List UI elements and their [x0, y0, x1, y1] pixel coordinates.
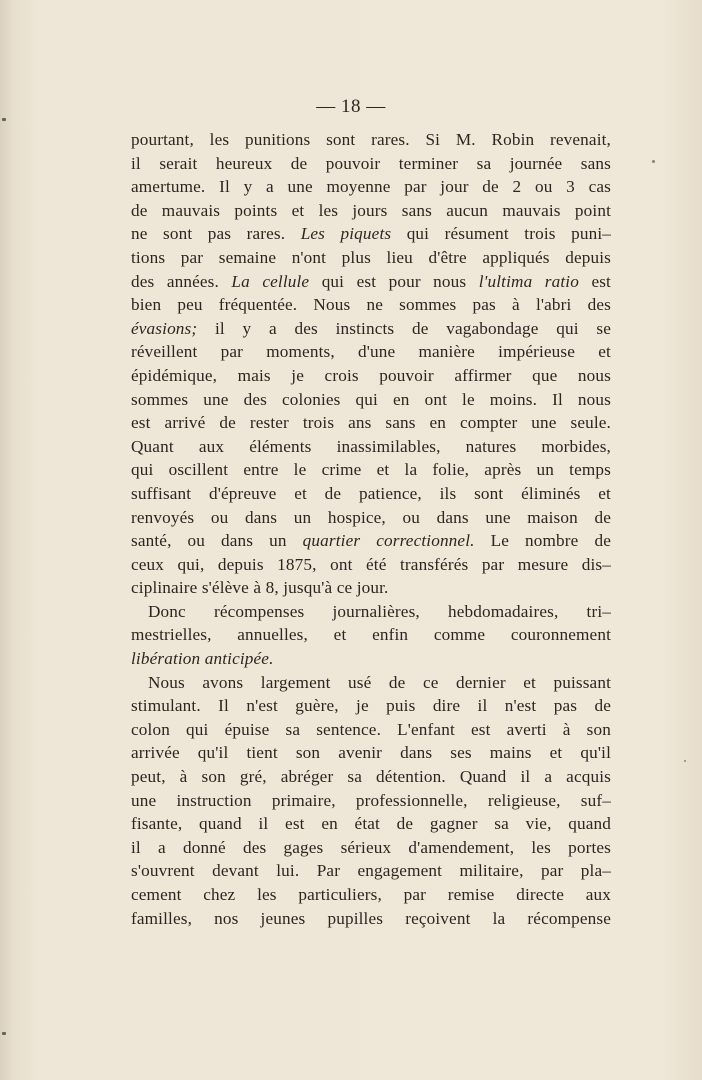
text-segment: arrivée qu'il tient son avenir dans ses mains et qu'il	[131, 743, 611, 763]
italic-phrase: La cellule	[231, 271, 310, 291]
text-segment: qui est pour nous	[309, 271, 479, 291]
body-text	[131, 128, 611, 930]
text-line	[131, 293, 611, 317]
text-line	[131, 388, 611, 412]
text-segment: bien peu fréquentée. Nous ne sommes pas à l'abri des	[131, 295, 611, 315]
text-line	[131, 128, 611, 152]
text-line	[131, 246, 611, 270]
text-segment: pourtant, les punitions sont rares. Si M. Robin revenait,	[131, 130, 611, 149]
text-segment: peut, à son gré, abréger sa détention. Quand il a acquis	[131, 767, 611, 787]
text-line	[131, 623, 611, 647]
text-segment: il y a des instincts de vagabondage qui se	[197, 318, 611, 338]
text-segment: qui oscillent entre le crime et la folie, après un temps	[131, 460, 611, 480]
italic-phrase: Les piquets	[300, 224, 392, 244]
text-segment: de mauvais points et les jours sans aucun mauvais point	[131, 200, 611, 220]
text-segment: sommes une des colonies qui en ont le moins. Il nous	[131, 389, 611, 409]
text-segment: stimulant. Il n'est guère, je puis dire il n'est pas de	[131, 696, 611, 716]
text-segment: réveillent par moments, d'une manière impérieuse et	[131, 342, 611, 362]
text-line	[131, 529, 611, 553]
text-line	[131, 836, 611, 860]
text-line	[131, 883, 611, 907]
binding-mark	[2, 118, 6, 121]
text-segment: amertume. Il y a une moyenne par jour de 2 ou 3 cas	[131, 177, 611, 197]
text-line	[131, 812, 611, 836]
italic-phrase: évasions;	[131, 318, 198, 338]
text-segment: épidémique, mais je crois pouvoir affirmer que nous	[131, 365, 611, 385]
text-segment: qui résument trois puni–	[391, 224, 611, 244]
text-segment: Nous avons largement usé de ce dernier et puissant	[148, 672, 611, 692]
text-segment: Donc récompenses journalières, hebdomadaires, tri–	[148, 601, 611, 621]
text-line	[131, 859, 611, 883]
text-line	[131, 694, 611, 718]
text-segment: tions par semaine n'ont plus lieu d'être appliqués depuis	[131, 247, 611, 267]
page-number: — 18 —	[316, 96, 386, 117]
text-line	[131, 270, 611, 294]
text-segment: renvoyés ou dans un hospice, ou dans une maison de	[131, 507, 611, 527]
text-line	[131, 364, 611, 388]
text-line	[131, 789, 611, 813]
text-line	[131, 907, 611, 931]
paper-speck	[684, 760, 686, 762]
text-line	[131, 340, 611, 364]
text-line	[131, 222, 611, 246]
text-segment: Quant aux éléments inassimilables, natures morbides,	[131, 436, 611, 456]
text-line	[131, 576, 611, 600]
text-line	[131, 411, 611, 435]
text-segment: cement chez les particuliers, par remise directe aux	[131, 885, 611, 904]
text-segment: il a donné des gages sérieux d'amendement, les portes	[131, 837, 611, 857]
text-line	[131, 152, 611, 176]
text-line	[131, 553, 611, 577]
text-segment: s'ouvrent devant lui. Par engagement militaire, par pla–	[131, 861, 611, 881]
text-line	[131, 718, 611, 742]
text-segment: Le nombre de	[474, 531, 611, 551]
text-line	[131, 506, 611, 530]
text-segment: il serait heureux de pouvoir terminer sa journée sans	[131, 153, 611, 173]
italic-phrase: quartier correctionnel.	[302, 531, 475, 551]
text-line	[131, 435, 611, 459]
text-line	[131, 317, 611, 341]
text-line	[131, 199, 611, 223]
italic-phrase: l'ultima ratio	[478, 271, 579, 291]
text-segment: fisante, quand il est en état de gagner sa vie, quand	[131, 814, 611, 834]
text-segment: familles, nos jeunes pupilles reçoivent la récompense	[131, 908, 611, 928]
text-line	[131, 741, 611, 765]
text-segment: une instruction primaire, professionnelle, religieuse, suf–	[131, 790, 611, 810]
text-line	[131, 458, 611, 482]
text-segment: des années.	[131, 271, 232, 291]
text-line	[131, 482, 611, 506]
paper-speck	[652, 160, 655, 163]
text-line	[131, 647, 611, 671]
binding-mark	[2, 1032, 6, 1035]
text-segment: est arrivé de rester trois ans sans en compter une seule.	[131, 413, 611, 433]
text-segment: ne sont pas rares.	[131, 224, 301, 244]
text-line	[131, 600, 611, 624]
text-segment: mestrielles, annuelles, et enfin comme couronnement	[131, 625, 611, 645]
text-segment: suffisant d'épreuve et de patience, ils sont éliminés et	[131, 483, 611, 503]
text-line	[131, 671, 611, 695]
text-line	[131, 765, 611, 789]
text-line	[131, 175, 611, 199]
text-segment: colon qui épuise sa sentence. L'enfant est averti à son	[131, 719, 611, 739]
text-segment: ceux qui, depuis 1875, ont été transférés par mesure dis–	[131, 554, 611, 574]
text-segment: santé, ou dans un	[131, 531, 303, 551]
text-segment: ciplinaire s'élève à 8, jusqu'à ce jour.	[131, 578, 389, 598]
italic-phrase: libération anticipée.	[131, 649, 274, 669]
text-segment: est	[578, 271, 611, 291]
